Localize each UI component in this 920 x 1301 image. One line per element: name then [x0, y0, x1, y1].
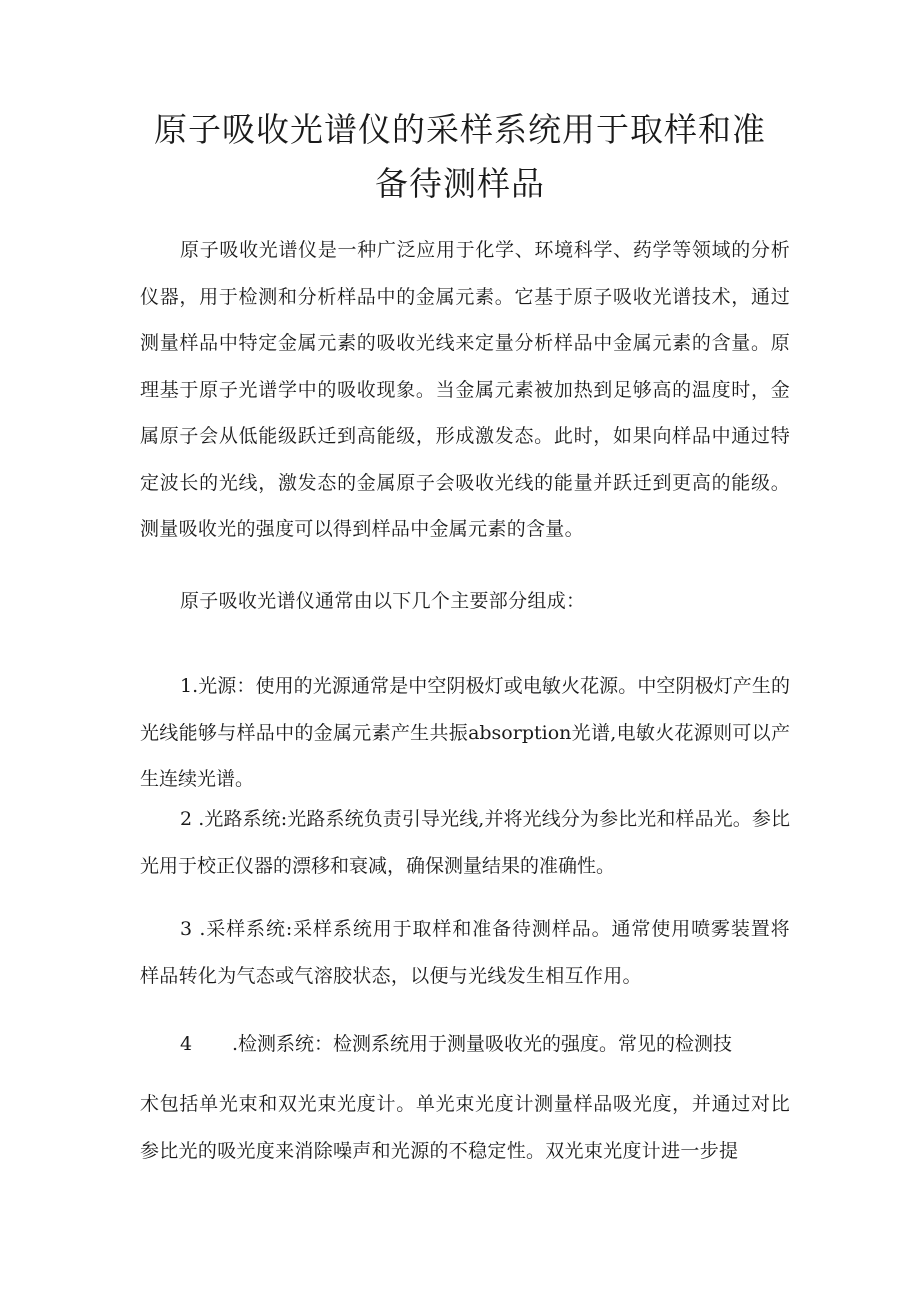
paragraph-item-light-source: 1.光源：使用的光源通常是中空阴极灯或电敏火花源。中空阴极灯产生的光线能够与样品中的金属元素产生共振absorption光谱,电敏火花源则可以产生连续光谱。	[140, 675, 790, 790]
paragraph-item-detection-first-line	[180, 1021, 732, 1067]
item-number: 4	[180, 1033, 193, 1055]
item-text: .检测系统：检测系统用于测量吸收光的强度。常见的检测技	[232, 1033, 733, 1055]
paragraph-item-detection-continuation: 术包括单光束和双光束光度计。单光束光度计测量样品吸光度，并通过对比参比光的吸光度来消除噪声和光源的不稳定性。双光束光度计进一步提	[140, 1093, 790, 1162]
paragraph-item-optical-path: 2 .光路系统:光路系统负责引导光线,并将光线分为参比光和样品光。参比光用于校正仪器的漂移和衰减，确保测量结果的准确性。	[140, 808, 790, 877]
paragraph-item-sampling-system: 3 .采样系统:采样系统用于取样和准备待测样品。通常使用喷雾装置将样品转化为气态或气溶胶状态，以便与光线发生相互作用。	[140, 918, 790, 987]
document-title-line2: 备待测样品	[375, 164, 545, 203]
document-title-line1: 原子吸收光谱仪的采样系统用于取样和准	[154, 110, 766, 149]
paragraph-intro: 原子吸收光谱仪是一种广泛应用于化学、环境科学、药学等领域的分析仪器，用于检测和分析样品中的金属元素。它基于原子吸收光谱技术，通过测量样品中特定金属元素的吸收光线来定量分析样品中金属元素的含量。原理基于原子光谱学中的吸收现象。当金属元素被加热到足够高的温度时，金属原子会从低能级跃迁到高能级，形成激发态。此时，如果向样品中通过特定波长的光线，激发态的金属原子会吸收光线的能量并跃迁到更高的能级。测量吸收光的强度可以得到样品中金属元素的含量。	[140, 239, 790, 540]
paragraph-components-lead: 原子吸收光谱仪通常由以下几个主要部分组成：	[180, 590, 586, 612]
